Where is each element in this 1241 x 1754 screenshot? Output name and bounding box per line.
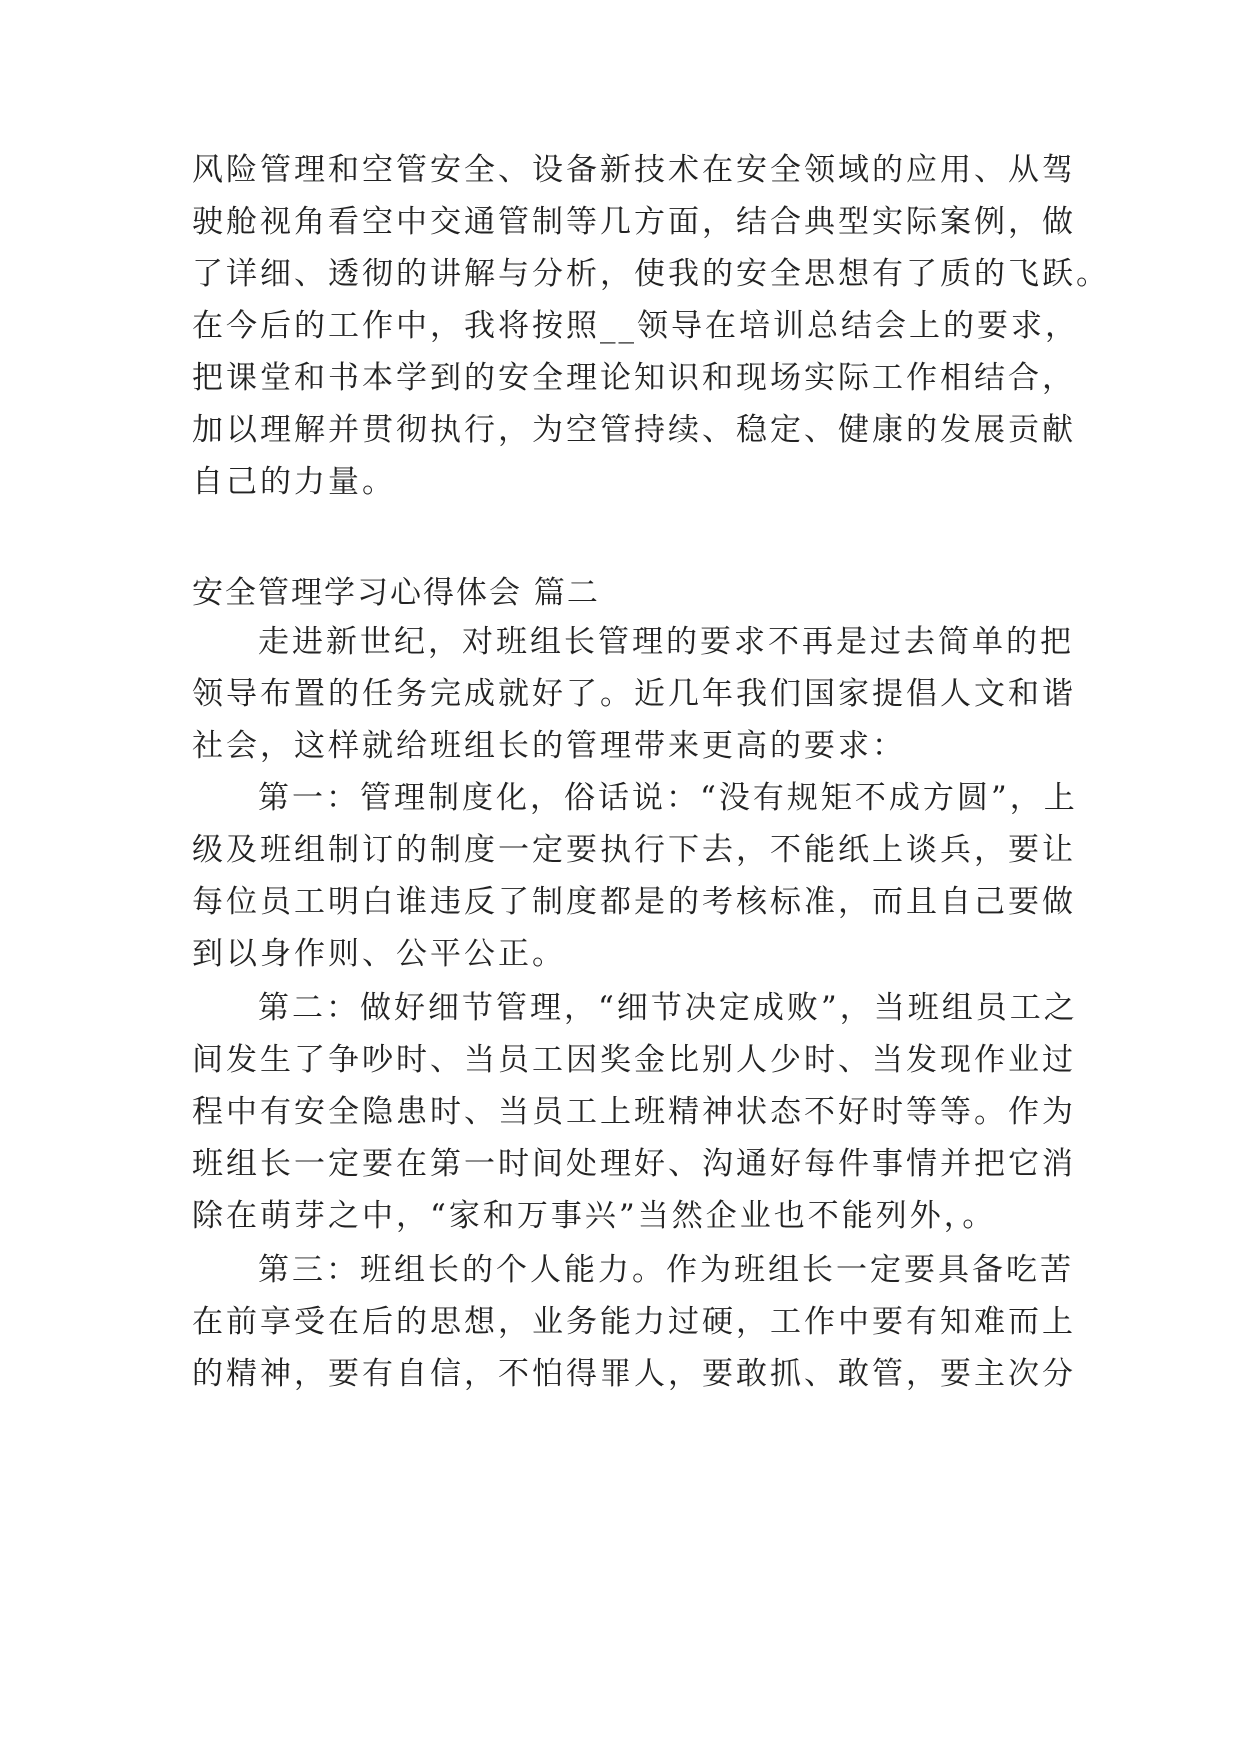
- paragraph-line: 级及班组制订的制度一定要执行下去，不能纸上谈兵，要让: [192, 832, 1076, 868]
- paragraph-line: 驶舱视角看空中交通管制等几方面，结合典型实际案例，做: [192, 204, 1076, 240]
- paragraph-line: 第二：做好细节管理，“细节决定成败”，当班组员工之: [258, 990, 1078, 1026]
- paragraph-line: 社会，这样就给班组长的管理带来更高的要求：: [192, 728, 906, 764]
- paragraph-line: 走进新世纪，对班组长管理的要求不再是过去简单的把: [258, 624, 1074, 660]
- paragraph-line: 程中有安全隐患时、当员工上班精神状态不好时等等。作为: [192, 1094, 1076, 1130]
- paragraph-line: 间发生了争吵时、当员工因奖金比别人少时、当发现作业过: [192, 1042, 1076, 1078]
- paragraph-line: 风险管理和空管安全、设备新技术在安全领域的应用、从驾: [192, 152, 1076, 188]
- paragraph-line: 自己的力量。: [192, 464, 396, 500]
- paragraph-line: 在前享受在后的思想，业务能力过硬，工作中要有知难而上: [192, 1304, 1076, 1340]
- paragraph-line: 领导布置的任务完成就好了。近几年我们国家提倡人文和谐: [192, 676, 1076, 712]
- paragraph-line: 班组长一定要在第一时间处理好、沟通好每件事情并把它消: [192, 1146, 1076, 1182]
- paragraph-line: 加以理解并贯彻执行，为空管持续、稳定、健康的发展贡献: [192, 412, 1076, 448]
- paragraph-line: 每位员工明白谁违反了制度都是的考核标准，而且自己要做: [192, 884, 1076, 920]
- paragraph-line: 在今后的工作中，我将按照__领导在培训总结会上的要求，: [192, 308, 1079, 344]
- paragraph-line: 除在萌芽之中，“家和万事兴”当然企业也不能列外，。: [192, 1198, 997, 1234]
- paragraph-line: 第一：管理制度化，俗话说：“没有规矩不成方圆”，上: [258, 780, 1078, 816]
- paragraph-line: 的精神，要有自信，不怕得罪人，要敢抓、敢管，要主次分: [192, 1356, 1076, 1392]
- paragraph-line: 了详细、透彻的讲解与分析，使我的安全思想有了质的飞跃。: [192, 256, 1110, 292]
- paragraph-line: 把课堂和书本学到的安全理论知识和现场实际工作相结合，: [192, 360, 1076, 396]
- paragraph-line: 到以身作则、公平公正。: [192, 936, 566, 972]
- paragraph-line: 第三：班组长的个人能力。作为班组长一定要具备吃苦: [258, 1252, 1074, 1288]
- section-heading: 安全管理学习心得体会 篇二: [192, 575, 600, 611]
